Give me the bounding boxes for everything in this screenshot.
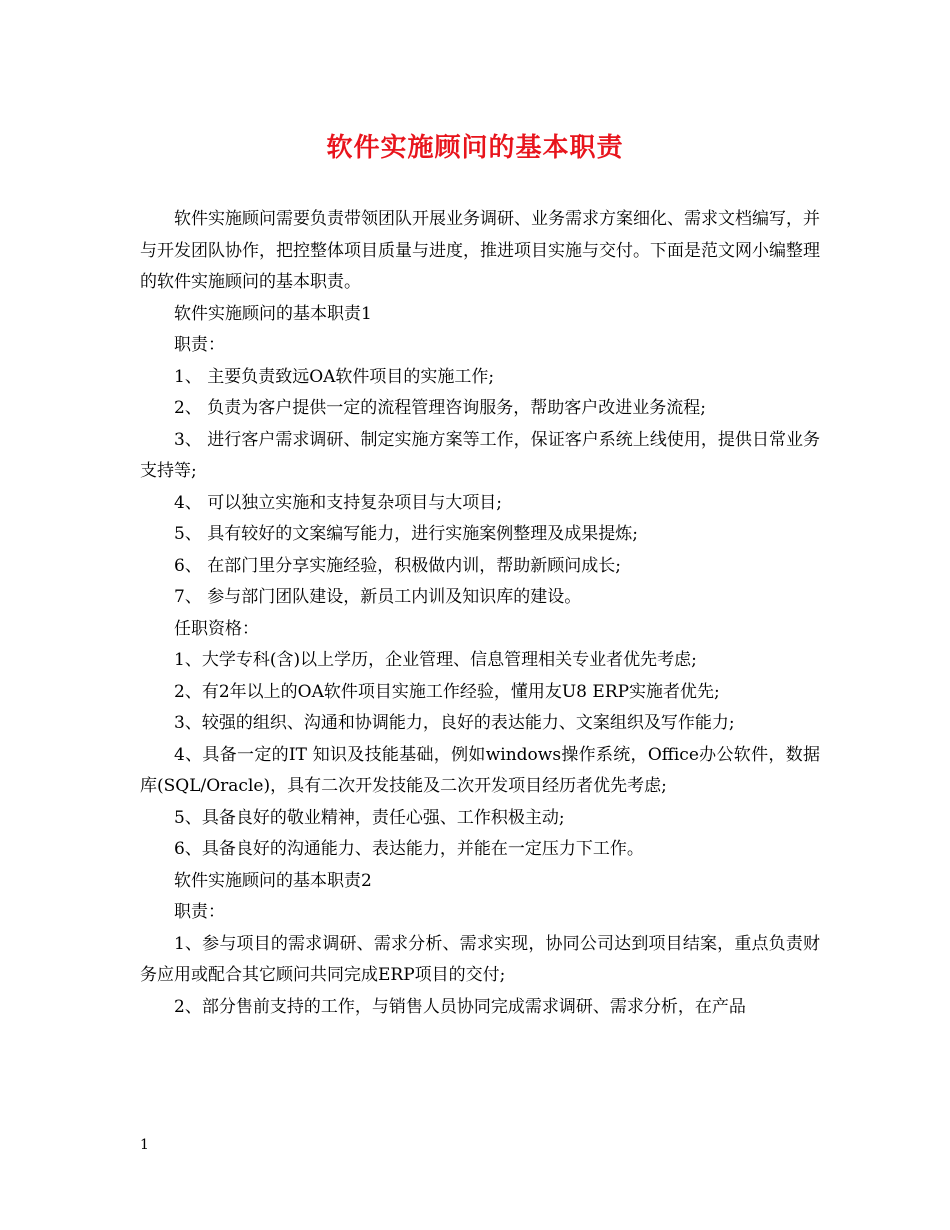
paragraph: 1、 主要负责致远OA软件项目的实施工作; bbox=[174, 366, 495, 387]
paragraph: 6、 在部门里分享实施经验，积极做内训，帮助新顾问成长; bbox=[174, 555, 621, 576]
paragraph: 6、具备良好的沟通能力、表达能力，并能在一定压力下工作。 bbox=[174, 839, 644, 859]
paragraph: 职责： bbox=[174, 335, 225, 355]
document-body bbox=[140, 204, 820, 1023]
paragraph: 1、大学专科(含)以上学历，企业管理、信息管理相关专业者优先考虑; bbox=[174, 650, 697, 670]
paragraph: 7、 参与部门团队建设，新员工内训及知识库的建设。 bbox=[174, 587, 582, 607]
paragraph: 5、 具有较好的文案编写能力，进行实施案例整理及成果提炼; bbox=[174, 524, 638, 544]
paragraph: 2、部分售前支持的工作，与销售人员协同完成需求调研、需求分析，在产品 bbox=[174, 996, 746, 1017]
paragraph: 2、 负责为客户提供一定的流程管理咨询服务，帮助客户改进业务流程; bbox=[174, 398, 706, 418]
page-number: 1 bbox=[140, 1137, 149, 1153]
paragraph: 软件实施顾问的基本职责1 bbox=[174, 303, 372, 324]
paragraph: 任职资格： bbox=[174, 618, 259, 639]
paragraph: 5、具备良好的敬业精神，责任心强、工作积极主动; bbox=[174, 807, 565, 828]
paragraph: 1、参与项目的需求调研、需求分析、需求实现，协同公司达到项目结案，重点负责财务应用或配合其它顾问共同完成ERP项目的交付; bbox=[140, 933, 820, 985]
paragraph: 职责： bbox=[174, 902, 225, 922]
paragraph: 3、较强的组织、沟通和协调能力，良好的表达能力、文案组织及写作能力; bbox=[174, 713, 735, 733]
paragraph: 软件实施顾问的基本职责2 bbox=[174, 870, 372, 891]
paragraph: 2、有2年以上的OA软件项目实施工作经验，懂用友U8 ERP实施者优先; bbox=[174, 681, 720, 702]
paragraph: 3、 进行客户需求调研、制定实施方案等工作，保证客户系统上线使用，提供日常业务支持等; bbox=[140, 429, 820, 481]
paragraph: 软件实施顾问需要负责带领团队开展业务调研、业务需求方案细化、需求文档编写，并与开发团队协作，把控整体项目质量与进度，推进项目实施与交付。下面是范文网小编整理的软件实施顾问的基本职责。 bbox=[140, 209, 820, 292]
document-title: 软件实施顾问的基本职责 bbox=[326, 133, 624, 163]
paragraph: 4、具备一定的IT 知识及技能基础，例如windows操作系统，Office办公软件，数据库(SQL/Oracle)，具有二次开发技能及二次开发项目经历者优先考虑; bbox=[140, 744, 820, 796]
paragraph: 4、 可以独立实施和支持复杂项目与大项目; bbox=[174, 492, 502, 513]
